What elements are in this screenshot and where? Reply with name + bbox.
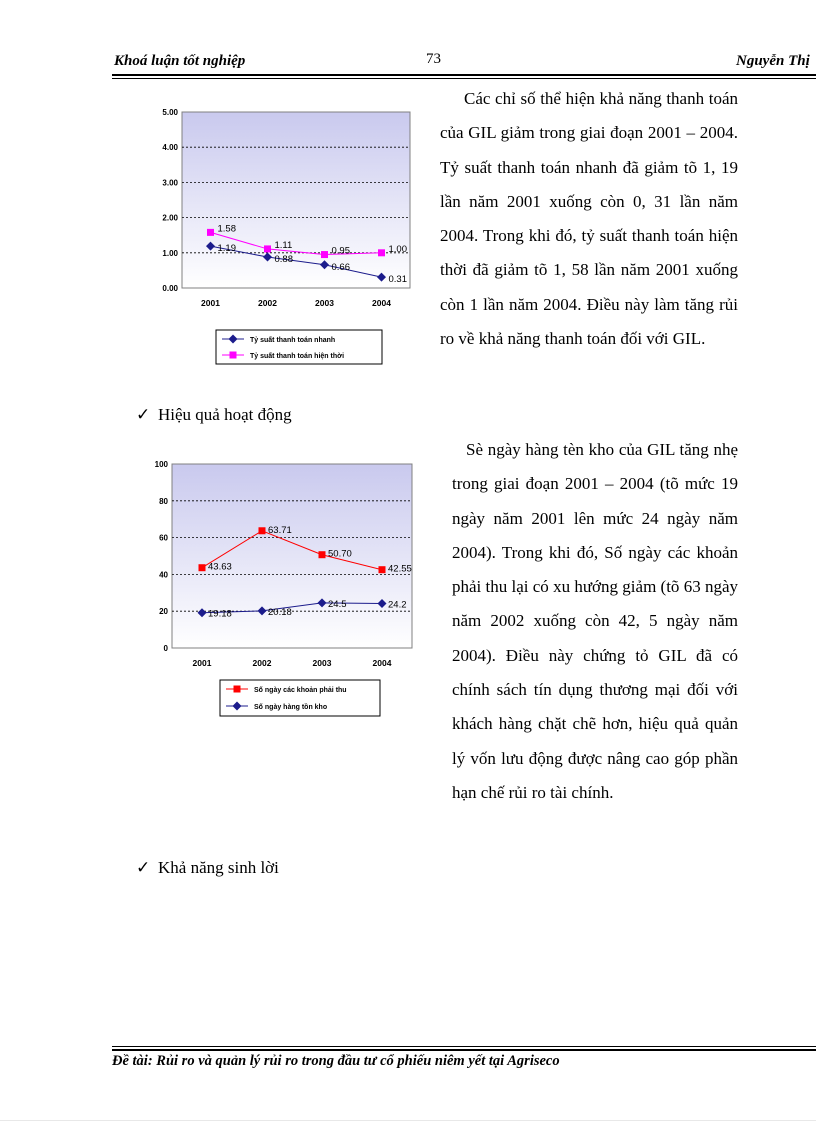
checkmark-icon: ✓	[136, 858, 151, 877]
header-title: Khoá luận tốt nghiệp	[114, 53, 246, 69]
data-label: 19.18	[208, 608, 232, 620]
x-tick-label: 2004	[372, 658, 392, 668]
header-rule	[112, 74, 816, 76]
x-tick-label: 2004	[372, 298, 391, 308]
data-point	[379, 566, 386, 573]
footer-rule-thin	[112, 1046, 816, 1047]
header-rule-thin	[112, 78, 816, 79]
data-point	[378, 249, 385, 256]
y-tick-label: 100	[154, 460, 168, 469]
y-tick-label: 2.00	[162, 213, 178, 223]
legend-label: Số ngày các khoản phải thu	[254, 687, 347, 694]
bullet-profitability-label: Khả năng sinh lời	[158, 858, 279, 877]
y-tick-label: 20	[159, 607, 168, 617]
data-label: 42.55	[388, 563, 412, 575]
legend-marker	[234, 686, 241, 693]
data-label: 1.00	[388, 243, 407, 255]
data-point	[319, 551, 326, 558]
data-point	[207, 229, 214, 236]
data-label: 1.19	[217, 243, 236, 255]
data-label: 50.70	[328, 548, 352, 560]
footer-topic: Đề tài: Rủi ro và quản lý rủi ro trong đầu tư cổ phiếu niêm yết tại Agriseco	[112, 1053, 560, 1069]
header-author: Nguyễn Thị	[736, 53, 810, 69]
x-tick-label: 2002	[252, 658, 272, 668]
y-tick-label: 5.00	[162, 108, 178, 117]
x-tick-label: 2003	[315, 298, 334, 308]
data-label: 24.2	[388, 599, 407, 611]
bullet-profitability	[136, 858, 279, 878]
legend-label: Số ngày hàng tồn kho	[254, 704, 328, 711]
data-label: 0.95	[331, 245, 350, 257]
x-tick-label: 2003	[312, 658, 332, 668]
plot-area	[182, 112, 410, 288]
data-label: 0.88	[274, 254, 293, 266]
liquidity-paragraph: Các chỉ số thể hiện khả năng thanh toán của GIL giảm trong giai đoạn 2001 – 2004. Tỷ suất thanh toán nhanh đã giảm tõ 1, 19 lần năm 2001 xuống còn 0, 31 lần năm 2004. Trong khi đó, tỷ suất thanh toán hiện thời đã giảm tõ 1, 58 lần năm 2001 xuống còn 1 lần năm 2004. Điều này làm tăng rủi ro về khả năng thanh toán đối với GIL.	[440, 89, 738, 349]
checkmark-icon: ✓	[136, 405, 151, 424]
efficiency-paragraph: Sè ngày hàng tèn kho của GIL tăng nhẹ trong giai đoạn 2001 – 2004 (tõ mức 19 ngày năm 2001 lên mức 24 ngày năm 2004). Trong khi đó, Số ngày các khoản phải thu lại có xu hướng giảm (tõ 63 ngày năm 2002 xuống còn 42, 5 ngày năm 2004). Điều này chứng tỏ GIL đã có chính sách tín dụng thương mại đối với khách hàng chặt chẽ hơn, hiệu quả quản lý vốn lưu động được nâng cao góp phần hạn chế rủi ro tài chính.	[452, 440, 738, 802]
legend-marker	[230, 352, 237, 359]
page-bottom-edge	[0, 1120, 816, 1121]
data-point	[264, 245, 271, 252]
data-label: 0.66	[331, 261, 350, 273]
legend-label: Tỷ suất thanh toán hiện thời	[250, 353, 345, 360]
y-tick-label: 40	[159, 570, 168, 580]
y-tick-label: 80	[159, 496, 168, 506]
footer-rule	[112, 1049, 816, 1051]
data-point	[199, 564, 206, 571]
data-label: 0.31	[388, 274, 407, 286]
bullet-efficiency-label: Hiệu quả hoạt động	[158, 405, 292, 424]
data-point	[321, 251, 328, 258]
data-label: 20.18	[268, 606, 292, 618]
data-point	[259, 527, 266, 534]
y-tick-label: 1.00	[162, 248, 178, 258]
data-label: 43.63	[208, 561, 232, 573]
x-tick-label: 2001	[192, 658, 212, 668]
data-label: 63.71	[268, 524, 292, 536]
page-number: 73	[426, 51, 441, 67]
y-tick-label: 0.00	[162, 284, 178, 293]
y-tick-label: 0	[163, 644, 168, 653]
data-label: 24.5	[328, 598, 347, 610]
x-tick-label: 2002	[258, 298, 277, 308]
plot-area	[172, 464, 412, 648]
bullet-efficiency	[136, 405, 292, 425]
x-tick-label: 2001	[201, 298, 220, 308]
y-tick-label: 3.00	[162, 178, 178, 188]
legend-label: Tỷ suất thanh toán nhanh	[250, 337, 336, 344]
efficiency-chart	[140, 454, 420, 722]
y-tick-label: 60	[159, 533, 168, 543]
data-label: 1.11	[274, 239, 293, 251]
liquidity-chart	[148, 104, 420, 372]
y-tick-label: 4.00	[162, 143, 178, 153]
data-label: 1.58	[217, 223, 236, 235]
